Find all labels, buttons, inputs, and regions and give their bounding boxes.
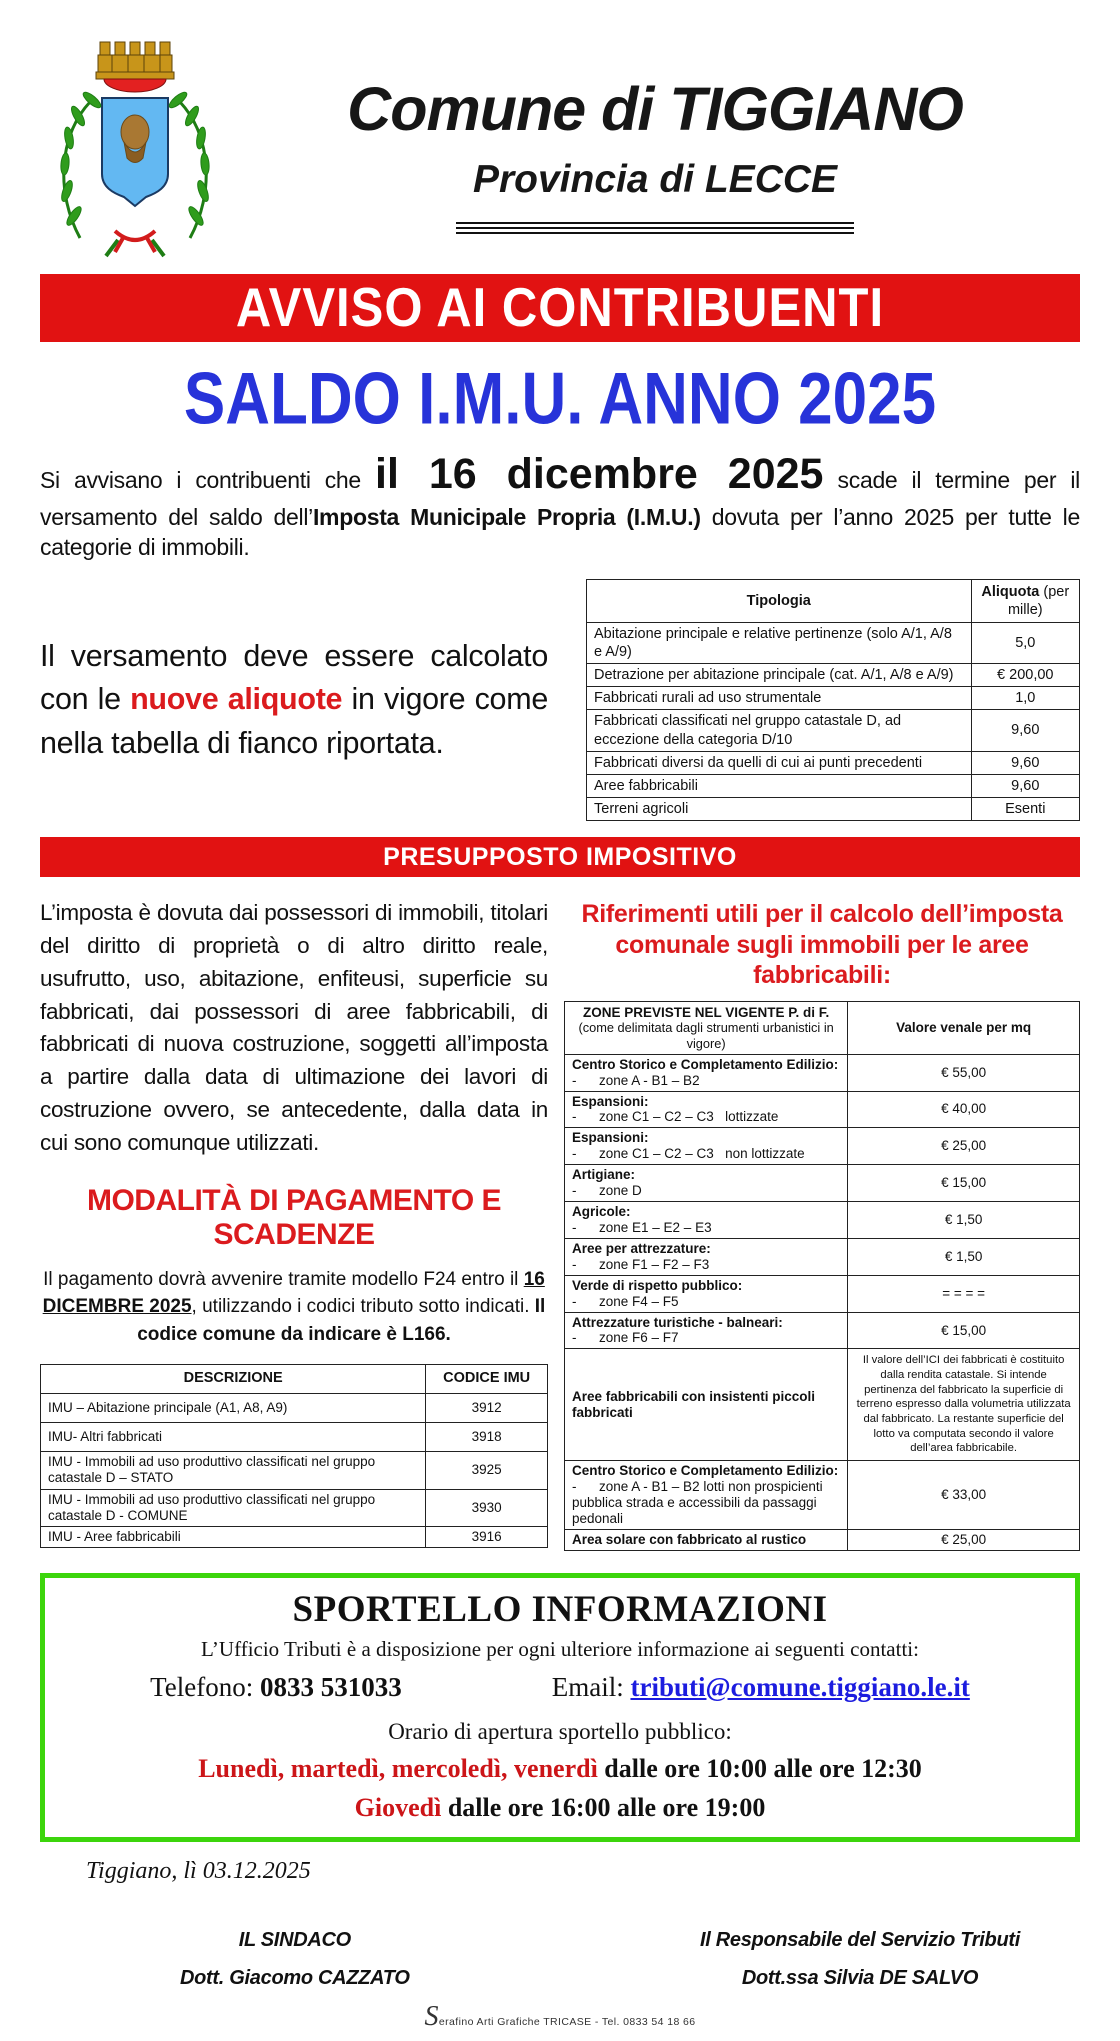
table-row [565, 1349, 1080, 1461]
zone-col1-header: ZONE PREVISTE NEL VIGENTE P. di F. (come delimitata dagli strumenti urbanistici in vigore) [565, 1001, 848, 1054]
tipologia-cell: Fabbricati diversi da quelli di cui ai punti precedenti [587, 751, 972, 774]
table-row [41, 1393, 548, 1422]
hours-thursday-days: Giovedì [354, 1792, 442, 1822]
zone-table-body [565, 1054, 1080, 1550]
info-box-title: SPORTELLO INFORMAZIONI [292, 1588, 828, 1630]
table-row [587, 687, 1080, 710]
valore-cell [848, 1202, 1080, 1239]
zone-list: - zone D [572, 1183, 642, 1199]
header-titles [230, 26, 1080, 237]
valore-note: Il valore dell’ICI dei fabbricati è costituito dalla rendita catastale. Si intende pertinenza del fabbricato la superficie di terreno espresso dalla volumetria utilizzata dal fabbricato. La restante superficie del lotto va computata secondo il valore dell’area fabbricabile. [856, 1354, 1071, 1455]
zone-title: Centro Storico e Completamento Edilizio: [572, 1056, 839, 1072]
details-section [40, 897, 1080, 1551]
zone-title: Centro Storico e Completamento Edilizio: [572, 1463, 839, 1479]
tipologia-cell: Aree fabbricabili [587, 774, 972, 797]
intro-pre: Si avvisano i contribuenti che [40, 467, 376, 493]
hours-title: Orario di apertura sportello pubblico: [388, 1718, 732, 1744]
valore-venale: € 40,00 [941, 1101, 987, 1117]
table-row [565, 1461, 1080, 1530]
riferimenti-heading: Riferimenti utili per il calcolo dell’imposta comunale sugli immobili per le aree fabbricabili: [581, 900, 1063, 990]
table-row [41, 1452, 548, 1489]
zone-cell [565, 1312, 848, 1349]
zone-cell [565, 1054, 848, 1091]
zone-cell [565, 1202, 848, 1239]
f24-deadline: 16 DICEMBRE 2025 [42, 1268, 545, 1318]
codici-col1-header: DESCRIZIONE [41, 1365, 426, 1393]
aliquote-col1-header: Tipologia [587, 579, 972, 622]
intro-mid: scade il termine per il versamento del saldo dell’ [40, 467, 1080, 530]
valore-cell [848, 1238, 1080, 1275]
valore-venale: € 1,50 [944, 1211, 983, 1227]
zone-list: - zone A - B1 – B2 lotti non prospicienti pubblica strada e accessibili da passaggi pedonali [572, 1479, 827, 1526]
intro-end: dovuta per l’anno 2025 per tutte le categorie di immobili. [40, 503, 1080, 560]
zone-title: Area solare con fabbricato al rustico [572, 1531, 807, 1547]
mayor-name: Dott. Giacomo CAZZATO [180, 1966, 410, 1989]
zone-title: Artigiane: [572, 1167, 636, 1183]
codice-comune: Il codice comune da indicare è L166. [137, 1296, 546, 1345]
phone-contact [150, 1672, 402, 1703]
intro-paragraph [40, 447, 1080, 563]
zone-title: Aree fabbricabili con insistenti piccoli fabbricati [572, 1388, 816, 1420]
municipality-name: Comune di TIGGIANO [347, 75, 963, 143]
hours-weekdays [69, 1754, 1051, 1784]
table-row [587, 622, 1080, 663]
tax-officer-signature-block [700, 1921, 1020, 1997]
zone-list: - zone C1 – C2 – C3 lottizzate [572, 1109, 779, 1125]
zone-title: Verde di rispetto pubblico: [572, 1277, 743, 1293]
zone-list: - zone A - B1 – B2 [572, 1072, 700, 1088]
zone-cell [565, 1275, 848, 1312]
descrizione-cell: IMU - Immobili ad uso produttivo classificati nel gruppo catastale D - COMUNE [41, 1489, 426, 1526]
email-contact [552, 1672, 970, 1703]
email-label: Email: [551, 1671, 631, 1702]
descrizione-cell: IMU- Altri fabbricati [41, 1423, 426, 1452]
valore-cell [848, 1275, 1080, 1312]
phone-number: 0833 531033 [259, 1671, 402, 1702]
notice-banner [40, 274, 1080, 342]
zone-cell [565, 1128, 848, 1165]
crown-icon [96, 42, 174, 92]
tipologia-cell: Detrazione per abitazione principale (cat. A/1, A/8 e A/9) [587, 664, 972, 687]
descrizione-cell: IMU - Aree fabbricabili [41, 1526, 426, 1547]
presupposto-paragraph: L’imposta è dovuta dai possessori di immobili, titolari del diritto di proprietà o di altro diritto reale, usufrutto, uso, abitazione, enfiteusi, superficie su fabbricati, dai possessori di aree fabbricabili, di fabbricati di nuova costruzione, soggetti all’imposta a partire dalla data di ultimazione dei lavori di costruzione ovvero, se antecedente, dalla data in cui sono comunque utilizzati. [40, 900, 548, 1155]
table-row [587, 710, 1080, 751]
document-header [40, 26, 1080, 268]
zone-cell [565, 1461, 848, 1530]
dateline: Tiggiano, lì 03.12.2025 [86, 1857, 311, 1884]
codice-cell: 3930 [426, 1489, 548, 1526]
rates-section [40, 579, 1080, 821]
table-row [587, 797, 1080, 820]
valore-venale: = = = = [942, 1285, 986, 1301]
zone-list: - zone F1 – F2 – F3 [572, 1256, 710, 1272]
officer-role: Il Responsabile del Servizio Tributi [699, 1928, 1020, 1951]
codici-table-body [41, 1393, 548, 1547]
tipologia-cell: Fabbricati classificati nel gruppo catastale D, ad eccezione della categoria D/10 [587, 710, 972, 751]
zone-cell [565, 1238, 848, 1275]
valore-venale: € 25,00 [941, 1531, 987, 1547]
zone-title: Espansioni: [572, 1130, 649, 1146]
valore-cell [848, 1054, 1080, 1091]
subject-title-text: SALDO I.M.U. ANNO 2025 [183, 358, 937, 441]
valore-cell [848, 1128, 1080, 1165]
table-row [565, 1275, 1080, 1312]
zone-title: Attrezzature turistiche - balneari: [572, 1314, 783, 1330]
versamento-p2: in vigore come nella tabella di fianco riportata. [40, 682, 548, 760]
zone-cell [565, 1091, 848, 1128]
table-row [587, 664, 1080, 687]
table-row [565, 1238, 1080, 1275]
codice-cell: 3916 [426, 1526, 548, 1547]
valore-cell [848, 1461, 1080, 1530]
hours-weekdays-days: Lunedì, martedì, mercoledì, venerdì [198, 1753, 598, 1783]
triple-rule [456, 222, 854, 234]
aliquote-table [586, 579, 1080, 821]
printer-credit: Serafino Arti Grafiche TRICASE - Tel. 0833 54 18 66 [424, 2000, 696, 2032]
table-row [565, 1202, 1080, 1239]
zone-list: - zone C1 – C2 – C3 non lottizzate [572, 1146, 805, 1162]
email-link[interactable]: tributi@comune.tiggiano.le.it [630, 1671, 970, 1702]
zone-col2-header: Valore venale per mq [848, 1001, 1080, 1054]
table-row [587, 751, 1080, 774]
info-box [40, 1573, 1080, 1842]
valore-cell [848, 1312, 1080, 1349]
zone-list: - zone E1 – E2 – E3 [572, 1219, 712, 1235]
aliquota-cell: 9,60 [971, 751, 1079, 774]
f24-p1: Il pagamento dovrà avvenire tramite modello F24 entro il [43, 1268, 524, 1290]
hours-thursday [69, 1793, 1051, 1823]
aliquota-cell: 5,0 [971, 622, 1079, 663]
aliquota-cell: 1,0 [971, 687, 1079, 710]
tipologia-cell: Abitazione principale e relative pertinenze (solo A/1, A/8 e A/9) [587, 622, 972, 663]
codici-table [40, 1364, 548, 1548]
valore-venale: € 15,00 [941, 1175, 987, 1191]
valore-venale: € 1,50 [944, 1248, 983, 1264]
codice-cell: 3925 [426, 1452, 548, 1489]
deadline-date: il 16 dicembre 2025 [375, 450, 824, 498]
codice-cell: 3918 [426, 1423, 548, 1452]
presupposto-banner [40, 837, 1080, 877]
municipal-crest-icon [40, 26, 230, 261]
zone-list: - zone F4 – F5 [572, 1293, 679, 1309]
presupposto-banner-text: PRESUPPOSTO IMPOSITIVO [383, 842, 737, 871]
valore-cell [848, 1529, 1080, 1550]
province-name: Provincia di LECCE [472, 158, 838, 201]
aliquote-col2-header: Aliquota (per mille) [971, 579, 1079, 622]
table-row [565, 1054, 1080, 1091]
versamento-paragraph [40, 635, 548, 765]
descrizione-cell: IMU – Abitazione principale (A1, A8, A9) [41, 1393, 426, 1422]
signatures [180, 1921, 1020, 1997]
table-row [565, 1091, 1080, 1128]
zone-title: Aree per attrezzature: [572, 1240, 711, 1256]
valore-cell [848, 1165, 1080, 1202]
phone-label: Telefono: [150, 1671, 260, 1702]
valore-venale: € 15,00 [941, 1322, 987, 1338]
aliquota-cell: Esenti [971, 797, 1079, 820]
zone-list: - zone F6 – F7 [572, 1330, 679, 1346]
table-row [41, 1423, 548, 1452]
valore-venale: € 25,00 [941, 1138, 987, 1154]
zone-title: Agricole: [572, 1204, 631, 1220]
zone-table [564, 1001, 1080, 1551]
f24-p2: , utilizzando i codici tributo sotto indicati. [191, 1296, 535, 1318]
mayor-signature-block [180, 1921, 410, 1997]
officer-name: Dott.ssa Silvia DE SALVO [741, 1966, 979, 1989]
info-box-subtitle: L’Ufficio Tributi è a disposizione per ogni ulteriore informazione ai seguenti contatti: [201, 1636, 919, 1661]
ribbon-icon [106, 231, 164, 256]
contacts-row [69, 1672, 1051, 1703]
tipologia-cell: Terreni agricoli [587, 797, 972, 820]
nuove-aliquote-highlight: nuove aliquote [130, 682, 343, 717]
tax-name: Imposta Municipale Propria (I.M.U.) [312, 503, 701, 530]
table-row [587, 774, 1080, 797]
shield-icon [102, 98, 168, 206]
valore-venale: € 33,00 [941, 1486, 987, 1502]
valore-cell [848, 1091, 1080, 1128]
f24-paragraph [40, 1266, 548, 1349]
table-row [565, 1128, 1080, 1165]
table-row [41, 1526, 548, 1547]
zone-title: Espansioni: [572, 1093, 649, 1109]
aliquota-cell: 9,60 [971, 774, 1079, 797]
aliquote-table-body [587, 622, 1080, 820]
aliquota-cell: € 200,00 [971, 664, 1079, 687]
hours-weekdays-time: dalle ore 10:00 alle ore 12:30 [597, 1753, 922, 1783]
valore-venale: € 55,00 [941, 1064, 987, 1080]
codici-col2-header: CODICE IMU [426, 1365, 548, 1393]
table-row [565, 1529, 1080, 1550]
subject-title [40, 358, 1080, 441]
zone-cell [565, 1165, 848, 1202]
tipologia-cell: Fabbricati rurali ad uso strumentale [587, 687, 972, 710]
mayor-role: IL SINDACO [238, 1928, 351, 1951]
right-column [564, 897, 1080, 1551]
table-row [565, 1312, 1080, 1349]
hours-thursday-time: dalle ore 16:00 alle ore 19:00 [441, 1792, 766, 1822]
aliquota-cell: 9,60 [971, 710, 1079, 751]
table-row [41, 1489, 548, 1526]
codice-cell: 3912 [426, 1393, 548, 1422]
table-row [565, 1165, 1080, 1202]
left-column [40, 897, 548, 1548]
notice-banner-text: AVVISO AI CONTRIBUENTI [235, 277, 885, 339]
modalita-heading: MODALITÀ DI PAGAMENTO E SCADENZE [86, 1183, 502, 1251]
valore-cell [848, 1349, 1080, 1461]
versamento-p1: Il versamento deve essere calcolato con le [40, 638, 548, 717]
zone-cell [565, 1349, 848, 1461]
descrizione-cell: IMU - Immobili ad uso produttivo classificati nel gruppo catastale D – STATO [41, 1452, 426, 1489]
zone-cell [565, 1529, 848, 1550]
